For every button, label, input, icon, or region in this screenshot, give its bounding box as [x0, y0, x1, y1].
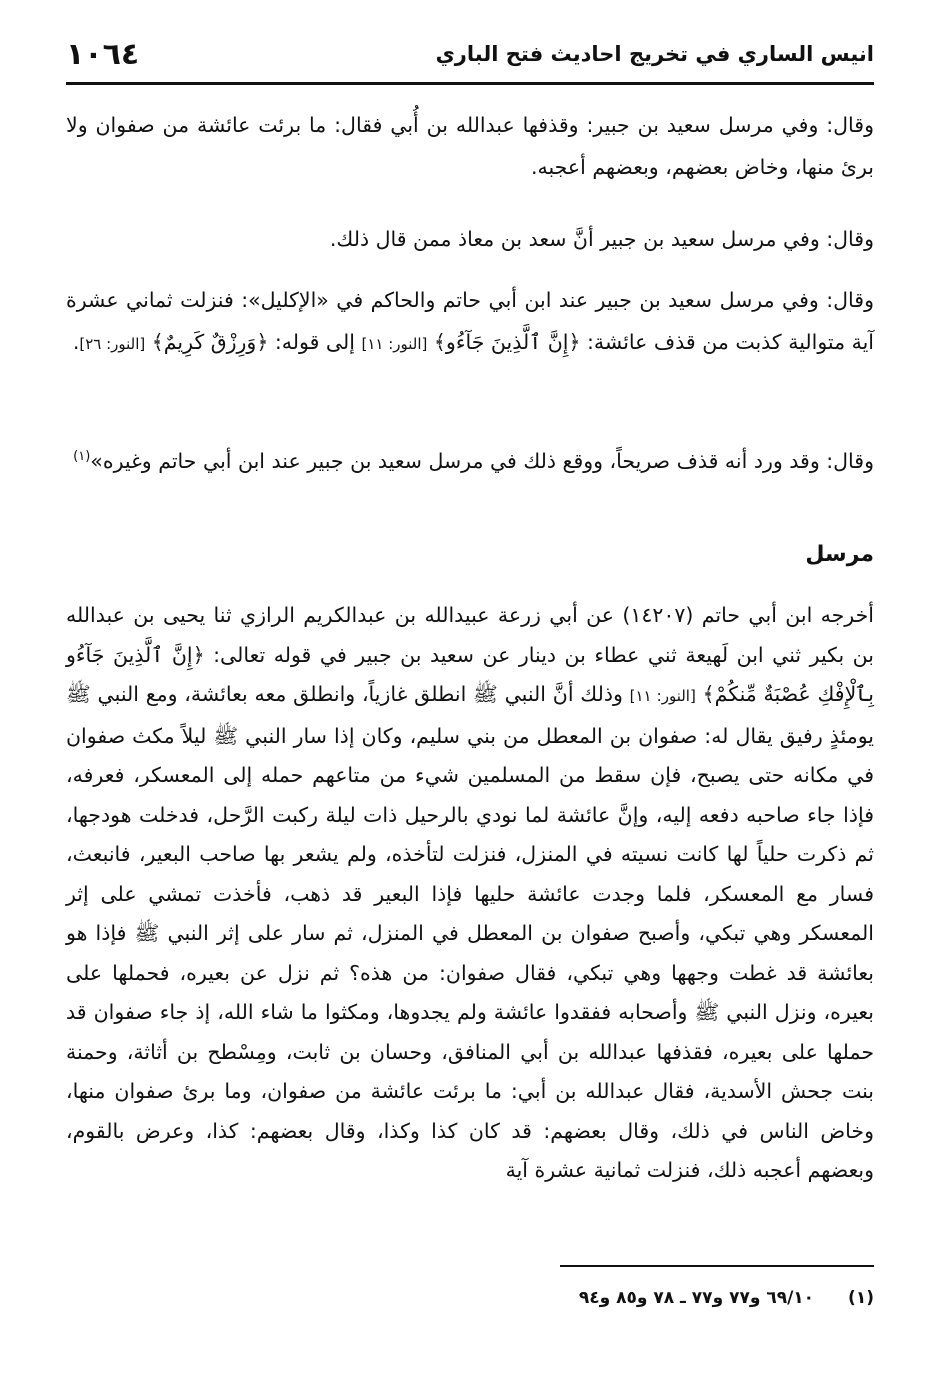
- footnote: [579, 1288, 874, 1308]
- paragraph-1-text: وقال: وفي مرسل سعيد بن جبير: وقذفها عبدالله بن أُبي فقال: ما برئت عائشة من صفوان ولا برئ منها، وخاض بعضهم، وبعضهم أعجبه.: [66, 113, 874, 179]
- main-paragraph: [66, 596, 874, 1191]
- footnote-marker: (١): [848, 1288, 874, 1308]
- paragraph-4-text: وقال: وقد ورد أنه قذف صريحاً، ووقع ذلك في مرسل سعيد بن جبير عند ابن أبي حاتم وغيره»: [90, 448, 874, 473]
- main-paragraph-part-1: أخرجه ابن أبي حاتم (١٤٢٠٧) عن أبي زرعة عبيدالله بن عبدالكريم الرازي ثنا يحيى بن عبدالله بن بكير ثني ابن لَهيعة ثني عطاء بن دينار عن سعيد بن جبير في قوله تعالى: ﴿إِنَّ ٱلَّذِينَ جَآءُو بِٱلْإِفْكِ عُصْبَةٌ مِّنكُمْ﴾: [66, 603, 874, 706]
- main-paragraph-part-2: وذلك أنَّ النبي ﷺ انطلق غازياً، وانطلق معه بعائشة، ومع النبي ﷺ يومئذٍ رفيق يقال له: صفوان بن المعطل من بني سليم، وكان إذا سار النبي ﷺ ليلاً مكث صفوان في مكانه حتى يصبح، فإن سقط من المسلمين شيء من متاعهم حمله إلى المعسكر، فعرفه، فإذا جاء صاحبه دفعه إليه، وإنَّ عائشة لما نودي بالرحيل ذات ليلة ركبت الرَّحل، فدخلت هودجها، ثم ذكرت حلياً لها كانت نسيته في المنزل، فنزلت لتأخذه، ولم يشعر بها صاحب البعير، فانبعث، فسار مع المعسكر، فلما وجدت عائشة حليها فإذا البعير قد ذهب، فأخذت تمشي على إثر المعسكر وهي تبكي، وأصبح صفوان بن المعطل في المنزل، ثم سار على إثر النبي ﷺ فإذا هو بعائشة قد غطت وجهها وهي تبكي، فقال صفوان: من هذه؟ ثم نزل عن بعيره، فحملها على بعيره، ونزل النبي ﷺ وأصحابه ففقدوا عائشة ولم يجدوها، ومكثوا ما شاء الله، إذ جاء صفوان قد حملها على بعيره، فقذفها عبدالله بن أبي المنافق، وحسان بن ثابت، ومِسْطح بن أثاثة، وحمنة بنت جحش الأسدية، فقال عبدالله بن أبي: ما برئت عائشة من صفوان، وما برئ صفوان منها، وخاض الناس في ذلك، وقال بعضهم: قد كان كذا وكذا، وقال بعضهم: كذا، وعرض بالقوم، وبعضهم أعجبه ذلك، فنزلت ثمانية عشرة آية: [66, 682, 874, 1182]
- paragraph-4: [66, 436, 874, 482]
- paragraph-2-text: وقال: وفي مرسل سعيد بن جبير أنَّ سعد بن معاذ ممن قال ذلك.: [329, 227, 874, 251]
- section-heading: مرسل: [805, 542, 874, 567]
- quran-reference: [النور: ١١]: [629, 687, 696, 705]
- paragraph-2: [66, 218, 874, 260]
- paragraph-3-text-b: إلى قوله: ﴿وَرِزْقٌ كَرِيمٌ﴾: [145, 330, 362, 354]
- footnote-reference[interactable]: (١): [73, 449, 91, 464]
- paragraph-1: [66, 104, 874, 188]
- quran-reference: [النور: ١١]: [361, 335, 428, 353]
- footnote-divider: [560, 1265, 874, 1267]
- footnote-text: ٦٩/١٠ و٧٧ و٧٧ ـ ٧٨ و٨٥ و٩٤: [578, 1288, 815, 1308]
- running-title: انيس الساري في تخريج احاديث فتح الباري: [435, 42, 874, 66]
- quran-reference: [النور: ٢٦]: [79, 335, 146, 353]
- page-header: [66, 30, 874, 78]
- header-rule: [66, 82, 874, 85]
- page-number: ١٠٦٤: [66, 36, 140, 72]
- paragraph-3: [66, 279, 874, 365]
- paragraph-3-text-a: وقال: وفي مرسل سعيد بن جبير عند ابن أبي حاتم والحاكم في «الإكليل»: فنزلت ثماني عشرة آية متوالية كذبت من قذف عائشة: ﴿إِنَّ ٱلَّذِينَ جَآءُو﴾: [66, 288, 874, 354]
- paragraph-3-text-c: .: [72, 330, 80, 354]
